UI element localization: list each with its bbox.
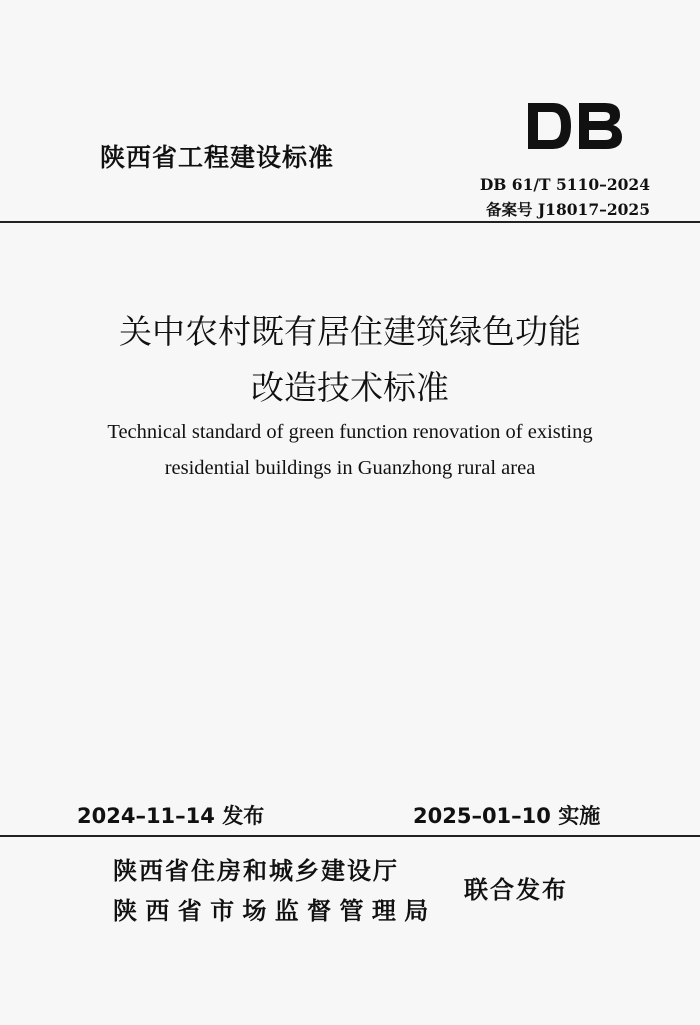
footer-divider (0, 835, 700, 837)
db-logo (525, 100, 625, 152)
issuer-housing-department: 陕西省住房和城乡建设厅 (113, 857, 399, 885)
standard-code: DB 61/T 5110–2024 (479, 175, 650, 194)
title-cn-line2: 改造技术标准 (251, 368, 449, 407)
record-number: 备案号 J18017–2025 (485, 200, 650, 219)
standard-type-label: 陕西省工程建设标准 (100, 143, 335, 172)
header-divider (0, 221, 700, 223)
title-en-line2: residential buildings in Guanzhong rural area (164, 457, 536, 479)
publish-date: 2024–11–14 发布 (77, 804, 265, 828)
implement-date: 2025–01–10 实施 (413, 804, 601, 828)
joint-issue-label: 联合发布 (464, 876, 568, 904)
issuer-market-regulation: 陕 西 省 市 场 监 督 管 理 局 (113, 897, 429, 925)
title-en-line1: Technical standard of green function renovation of existing (107, 421, 593, 443)
title-cn-line1: 关中农村既有居住建筑绿色功能 (119, 312, 581, 351)
standard-code-block (480, 172, 650, 222)
